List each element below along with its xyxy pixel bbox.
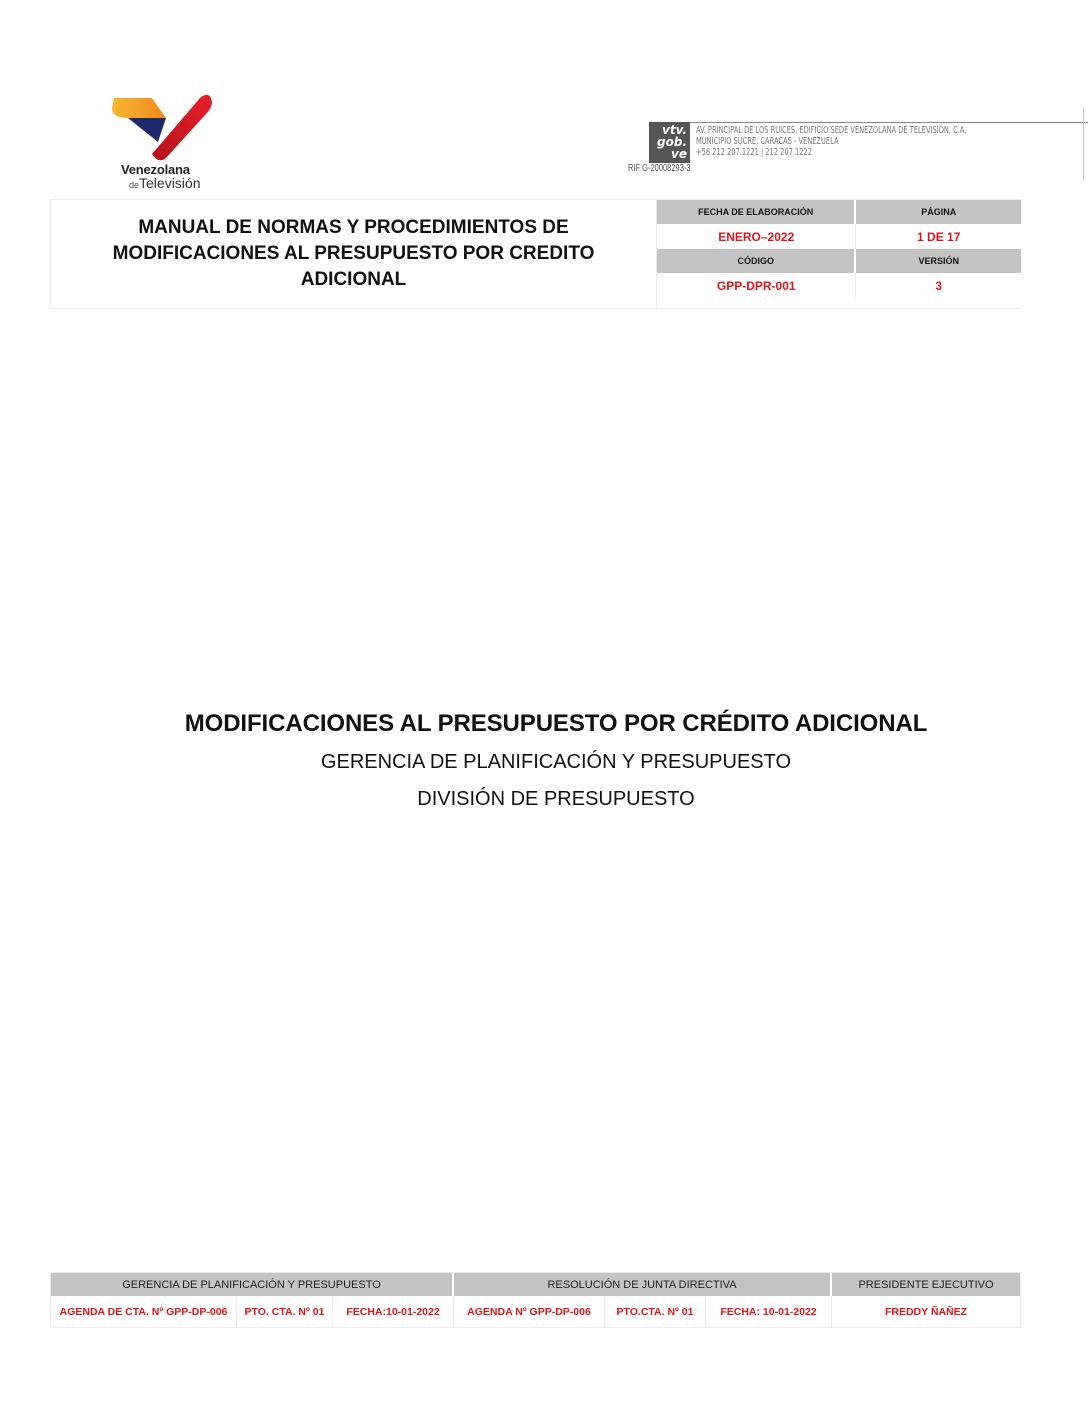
address-line-2: MUNICIPIO SUCRE, CARACAS - VENEZUELA xyxy=(696,136,839,147)
manual-title-cell xyxy=(51,200,656,308)
rif-number: RIF G-20008293-3 xyxy=(628,163,691,174)
vtv-logo xyxy=(108,92,218,192)
logo-brand-de: de xyxy=(129,180,140,190)
manual-title: MANUAL DE NORMAS Y PROCEDIMIENTOS DE MODIFICACIONES AL PRESUPUESTO POR CREDITO ADICIONAL xyxy=(112,217,595,290)
label-pagina: PÁGINA xyxy=(921,207,957,217)
logo-brand-subtitle xyxy=(129,175,201,191)
footer-header-presidente: PRESIDENTE EJECUTIVO xyxy=(858,1278,994,1291)
address-line-1: AV. PRINCIPAL DE LOS RUICES, EDIFICIO SEDE VENEZOLANA DE TELEVISIÓN, C.A, xyxy=(696,125,967,136)
meta-header-row xyxy=(657,200,1021,224)
document-meta-grid xyxy=(656,200,1021,308)
approval-footer-table xyxy=(50,1272,1021,1328)
cover-title-block xyxy=(0,706,1088,814)
footer-header-resolucion: RESOLUCIÓN DE JUNTA DIRECTIVA xyxy=(454,1273,832,1296)
label-fecha-elaboracion: FECHA DE ELABORACIÓN xyxy=(657,200,856,224)
vtv-v-mark-icon xyxy=(108,92,218,164)
footer-header-gerencia: GERENCIA DE PLANIFICACIÓN Y PRESUPUESTO xyxy=(51,1273,454,1296)
header-vertical-rule xyxy=(1083,108,1084,180)
footer-pto-cta-junta: PTO.CTA. Nº 01 xyxy=(605,1296,706,1327)
footer-header-row xyxy=(51,1273,1020,1296)
gob-ve-badge xyxy=(649,122,690,163)
meta-header-row xyxy=(657,249,1021,273)
meta-value-row xyxy=(657,273,1021,308)
logo-brand-name: Venezolana xyxy=(121,162,190,177)
cover-main-title: MODIFICACIONES AL PRESUPUESTO POR CRÉDITO ADICIONAL xyxy=(184,710,928,737)
document-header-table xyxy=(50,199,1021,309)
logo-brand-television: Televisión xyxy=(139,175,201,191)
footer-pto-cta: PTO. CTA. Nº 01 xyxy=(237,1296,333,1327)
footer-presidente-name: FREDDY ÑAÑEZ xyxy=(884,1305,968,1318)
footer-fecha: FECHA:10-01-2022 xyxy=(333,1296,454,1327)
footer-agenda-junta: AGENDA Nº GPP-DP-006 xyxy=(454,1296,605,1327)
label-version: VERSIÓN xyxy=(918,256,959,266)
cover-subtitle-gerencia: GERENCIA DE PLANIFICACIÓN Y PRESUPUESTO xyxy=(320,751,792,773)
label-codigo: CÓDIGO xyxy=(657,249,856,273)
value-fecha-elaboracion: ENERO–2022 xyxy=(657,224,856,249)
gob-badge-line-1: vtv. xyxy=(662,123,687,137)
cover-subtitle-division: DIVISIÓN DE PRESUPUESTO xyxy=(417,788,695,810)
footer-agenda-cta: AGENDA DE CTA. Nº GPP-DP-006 xyxy=(51,1296,237,1327)
value-pagina: 1 DE 17 xyxy=(917,229,961,244)
value-codigo: GPP-DPR-001 xyxy=(657,273,856,298)
value-version: 3 xyxy=(935,278,943,293)
header-rule xyxy=(690,122,1088,123)
meta-value-row xyxy=(657,224,1021,249)
address-phone: +58 212 207.1221 | 212 207.1222 xyxy=(696,147,812,158)
company-address xyxy=(696,125,967,158)
gob-badge-line-3: ve xyxy=(671,147,687,161)
footer-fecha-junta: FECHA: 10-01-2022 xyxy=(706,1296,832,1327)
gob-badge-line-2: gob. xyxy=(657,135,687,149)
footer-value-row xyxy=(51,1296,1020,1327)
